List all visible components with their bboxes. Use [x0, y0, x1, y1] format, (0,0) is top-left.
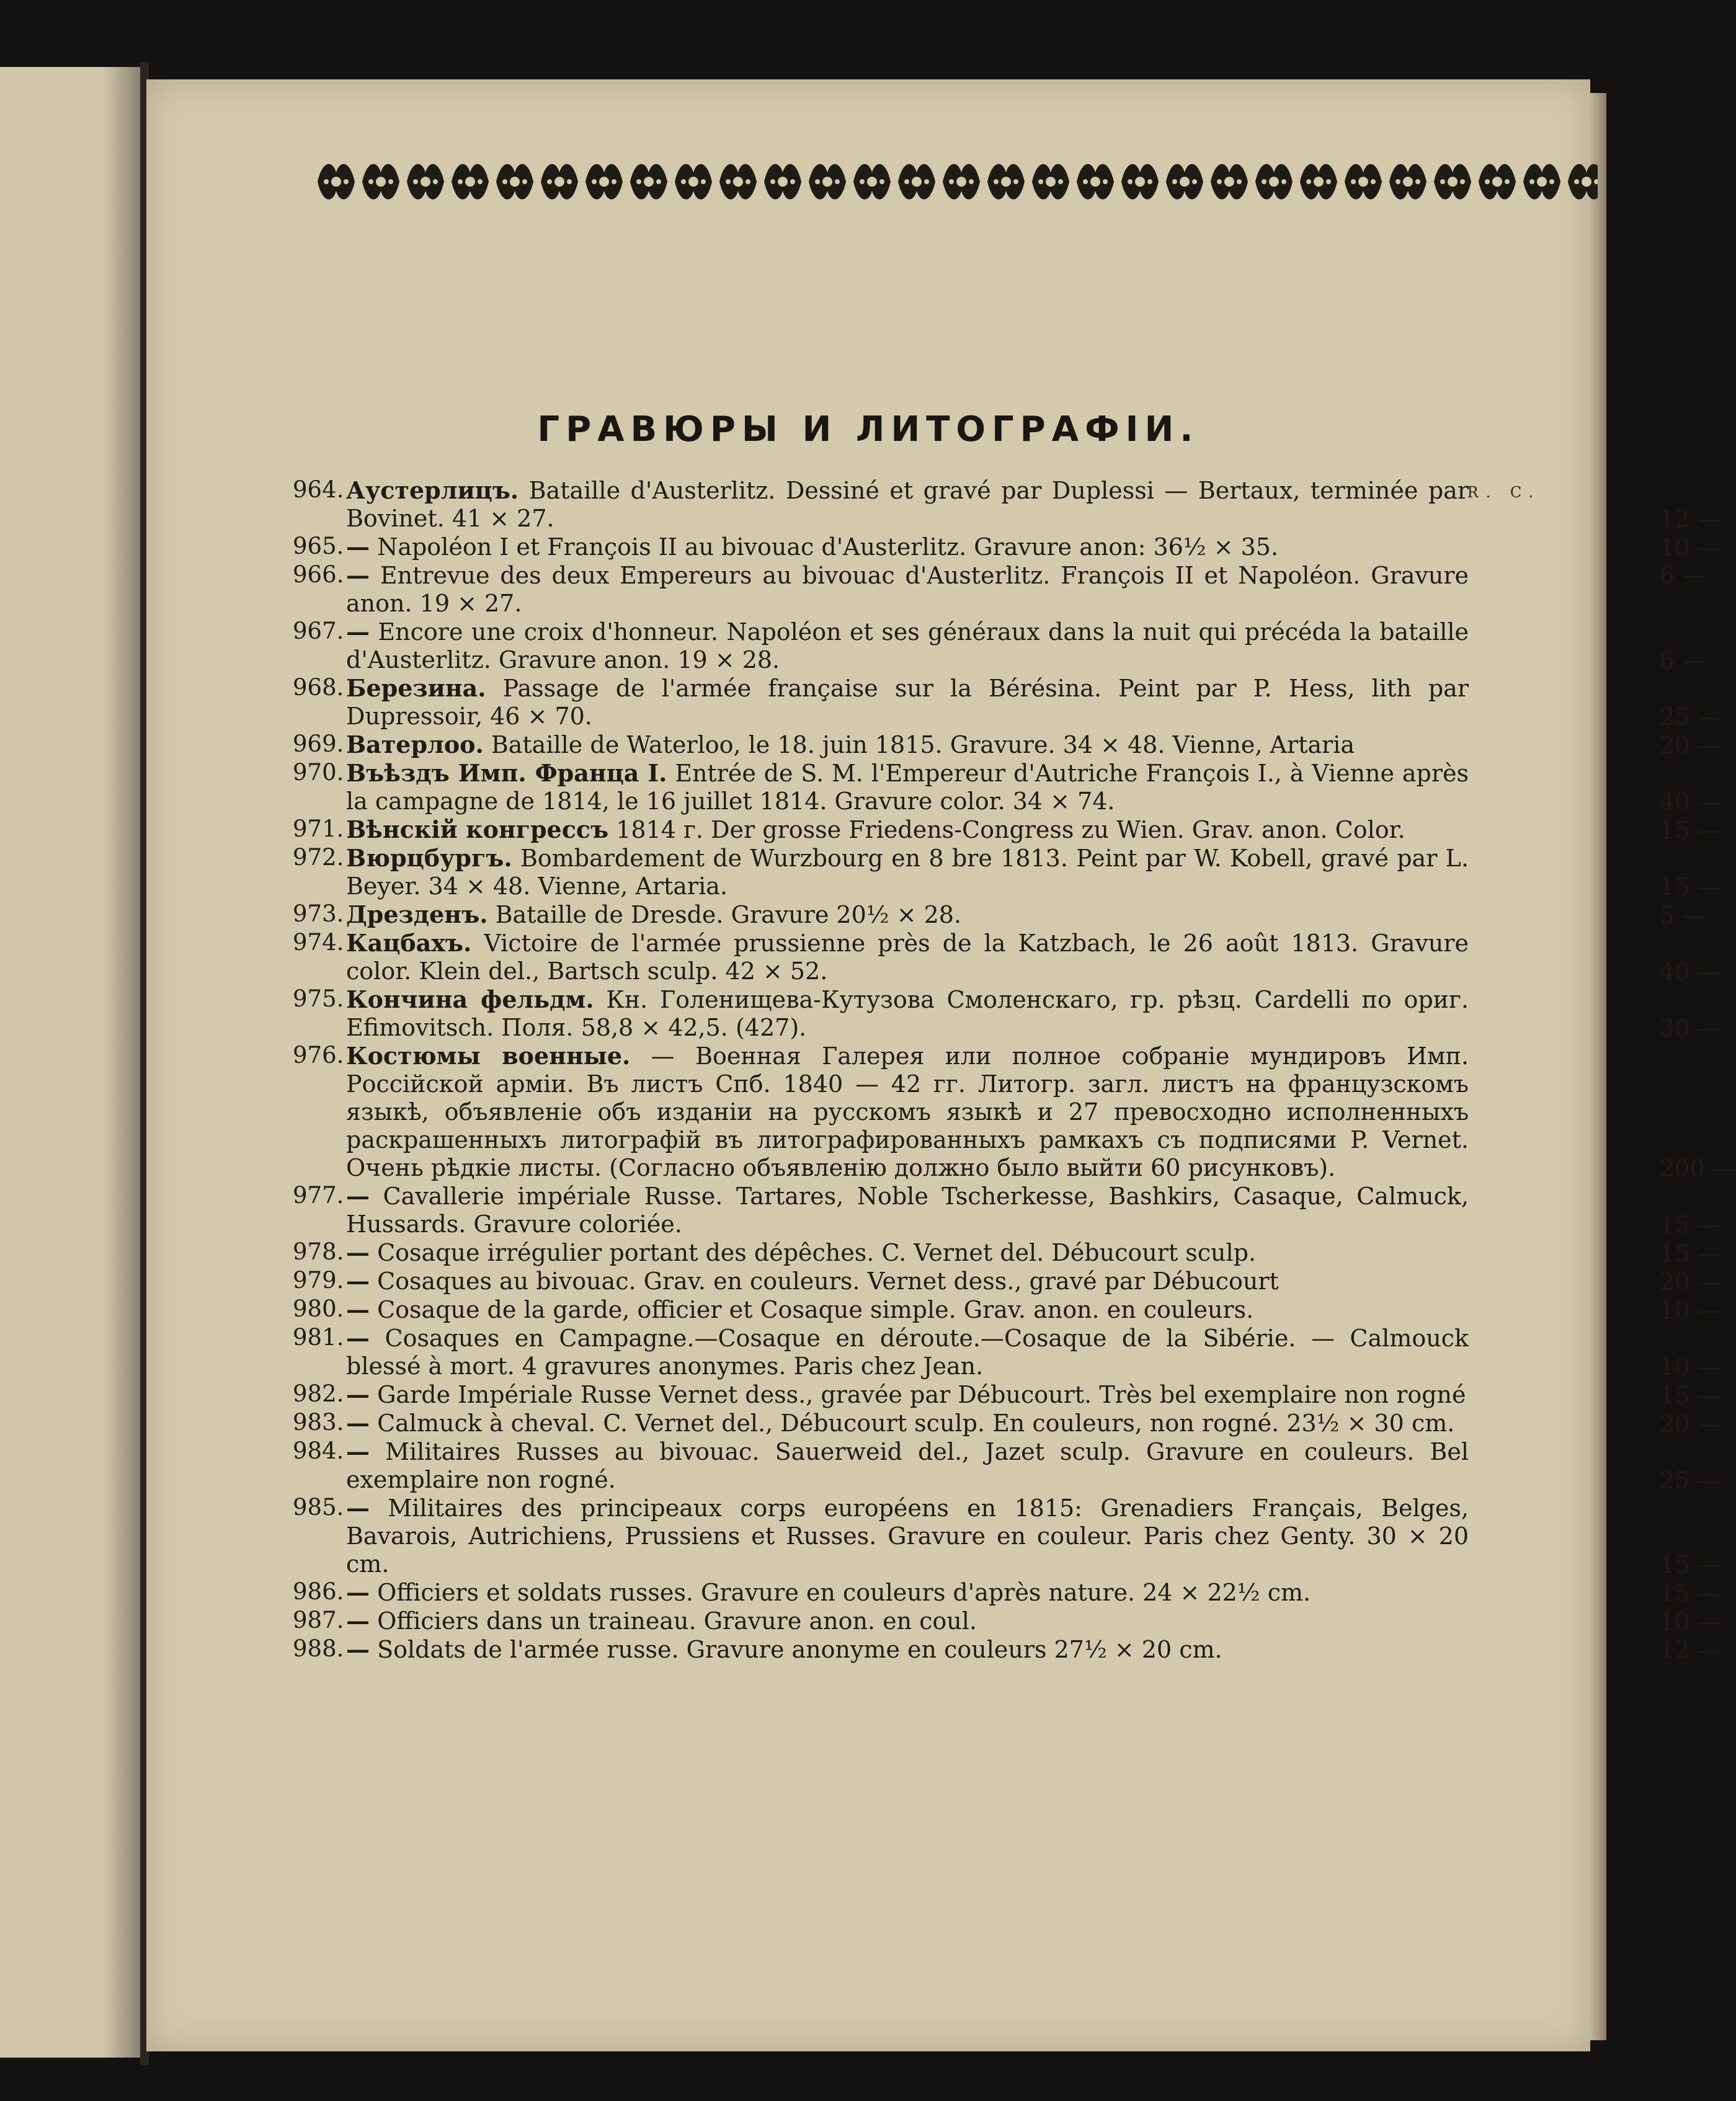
- entry-text: [346, 476, 1469, 533]
- catalog-entry: [146, 1437, 1721, 1494]
- entry-title: —: [346, 1324, 370, 1352]
- entry-description: Cosaque de la garde, officier et Cosaque simple. Grav. anon. en couleurs.: [370, 1296, 1254, 1323]
- catalog-entry: [146, 844, 1721, 900]
- entry-description: Cosaques au bivouac. Grav. en couleurs. Vernet dess., gravé par Débucourt: [370, 1268, 1279, 1295]
- entry-title: Кацбахъ.: [346, 929, 472, 957]
- entry-text: [346, 1437, 1469, 1494]
- entry-price: 6 —: [1660, 647, 1706, 674]
- entry-description: Bataille de Waterloo, le 18. juin 1815. Gravure. 34 × 48. Vienne, Artaria: [483, 731, 1355, 758]
- entry-title: Вѣнскій конгрессъ: [346, 815, 609, 843]
- entry-description: Passage de l'armée française sur la Bérésina. Peint par P. Hess, lith par Dupressoir, 46 × 70.: [346, 675, 1469, 730]
- entry-price: 15 —: [1660, 817, 1721, 844]
- catalog-entry: [146, 1182, 1721, 1238]
- entry-number: 987.: [293, 1607, 344, 1633]
- entry-text: [346, 1635, 1469, 1664]
- entry-title: —: [346, 1437, 370, 1465]
- catalog-entry: [146, 1635, 1721, 1664]
- entry-number: 980.: [293, 1295, 344, 1322]
- catalog-entry: [146, 1267, 1721, 1295]
- entry-price: 15 —: [1660, 1240, 1721, 1267]
- entry-price: 30 —: [1660, 1015, 1721, 1042]
- entry-description: Soldats de l'armée russe. Gravure anonyme en couleurs 27½ × 20 cm.: [370, 1636, 1222, 1663]
- entry-text: [346, 674, 1469, 731]
- entry-number: 979.: [293, 1267, 344, 1294]
- entry-text: [346, 1042, 1469, 1182]
- entry-description: 1814 г. Der grosse Friedens-Congress zu Wien. Grav. anon. Color.: [608, 816, 1405, 843]
- catalog-entry: [146, 1042, 1736, 1182]
- entry-description: — Военная Галерея или полное собраніе мундировъ Имп. Россійской арміи. Въ листъ Спб. 1840 — 42 гг. Литогр. загл. листъ на французскомъ языкѣ, объявленіе объ изданіи на русскомъ языкѣ и 27 превосходно исполненныхъ раскрашенныхъ литографій въ литографированныхъ рамкахъ съ подписями P. Vernet. Очень рѣдкіе листы. (Согласно объявленію должно было выйти 60 рисунковъ).: [346, 1042, 1469, 1181]
- entry-text: [346, 900, 1469, 929]
- entry-price: 15 —: [1660, 1579, 1721, 1607]
- entry-number: 983.: [293, 1409, 344, 1436]
- catalog-entry: [146, 1607, 1721, 1635]
- entry-price: 15 —: [1660, 1382, 1721, 1409]
- entry-number: 964.: [293, 476, 344, 503]
- entry-title: —: [346, 1607, 370, 1635]
- catalog-entry: [146, 1409, 1721, 1437]
- entry-text: [346, 1324, 1469, 1380]
- entry-price: 10 —: [1660, 1297, 1721, 1324]
- entry-number: 982.: [293, 1380, 344, 1407]
- entry-number: 971.: [293, 815, 344, 842]
- catalog-entry: [146, 1295, 1721, 1324]
- page-title: ГРАВЮРЫ И ЛИТОГРАФІИ.: [537, 409, 1200, 450]
- entry-description: Garde Impériale Russe Vernet dess., gravée par Débucourt. Très bel exemplaire non rogné: [370, 1381, 1466, 1408]
- entry-number: 988.: [293, 1635, 344, 1662]
- entry-number: 965.: [293, 533, 344, 559]
- entry-title: —: [346, 1295, 370, 1323]
- entry-price: 10 —: [1660, 1353, 1721, 1380]
- entry-title: —: [346, 561, 370, 589]
- entry-title: —: [346, 533, 370, 561]
- entry-title: Дрезденъ.: [346, 900, 488, 928]
- ornament-border-icon: [314, 154, 1598, 210]
- entry-description: Bombardement de Wurzbourg en 8 bre 1813. Peint par W. Kobell, gravé par L. Beyer. 34 × 48. Vienne, Artaria.: [346, 845, 1469, 900]
- catalog-entry: [146, 1380, 1721, 1409]
- entry-title: Костюмы военные.: [346, 1042, 631, 1070]
- catalog-entry: [146, 1238, 1721, 1267]
- entry-description: Victoire de l'armée prussienne près de la Katzbach, le 26 août 1813. Gravure color. Klein del., Bartsch sculp. 42 × 52.: [346, 930, 1469, 985]
- entry-description: Cosaque irrégulier portant des dépêches. C. Vernet del. Débucourt sculp.: [370, 1239, 1257, 1266]
- entry-text: [346, 618, 1469, 674]
- catalog-entry: [146, 476, 1721, 533]
- entry-title: —: [346, 1578, 370, 1606]
- entry-price: 10 —: [1660, 1608, 1721, 1635]
- entry-price: 20 —: [1660, 732, 1721, 759]
- entry-text: [346, 759, 1469, 815]
- entry-price: 5 —: [1660, 902, 1706, 929]
- entry-description: Entrevue des deux Empereurs au bivouac d'Austerlitz. François II et Napoléon. Gravure anon. 19 × 27.: [346, 562, 1469, 617]
- entry-number: 968.: [293, 674, 344, 701]
- entry-title: —: [346, 1182, 370, 1210]
- entry-text: [346, 1380, 1469, 1409]
- catalog-entry: [146, 674, 1721, 731]
- catalog-entry: [146, 929, 1721, 985]
- entry-title: Кончина фельдм.: [346, 985, 594, 1013]
- entry-title: —: [346, 1494, 370, 1522]
- entry-price: 10 —: [1660, 534, 1721, 561]
- catalog-entry: [146, 618, 1706, 674]
- catalog-page: [146, 79, 1736, 2051]
- entry-text: [346, 1409, 1469, 1437]
- entry-number: 966.: [293, 561, 344, 588]
- entry-text: [346, 1578, 1469, 1607]
- left-page: [0, 67, 141, 2058]
- page-edge: [1588, 93, 1606, 2040]
- entry-title: Ватерлоо.: [346, 731, 484, 758]
- catalog-entry: [146, 731, 1721, 759]
- entry-description: Bataille d'Austerlitz. Dessiné et gravé par Duplessi — Bertaux, terminée par Bovinet. 41 × 27.: [346, 477, 1469, 532]
- entry-number: 977.: [293, 1182, 344, 1209]
- entry-number: 984.: [293, 1437, 344, 1464]
- catalog-entry: [146, 533, 1721, 561]
- entry-title: Въѣздъ Имп. Франца I.: [346, 759, 667, 787]
- entry-text: [346, 1238, 1469, 1267]
- catalog-entry: [146, 815, 1721, 844]
- entry-price: 12 —: [1660, 1637, 1721, 1664]
- entry-title: —: [346, 1635, 370, 1663]
- entry-description: Officiers et soldats russes. Gravure en couleurs d'après nature. 24 × 22½ cm.: [370, 1579, 1311, 1606]
- entry-description: Cavallerie impériale Russe. Tartares, Noble Tscherkesse, Bashkirs, Casaque, Calmuck, Hussards. Gravure coloriée.: [346, 1183, 1469, 1238]
- entry-text: [346, 985, 1469, 1042]
- entry-price: 25 —: [1660, 703, 1721, 731]
- entry-description: Militaires des principeaux corps européens en 1815: Grenadiers Français, Belges, Bavarois, Autrichiens, Prussiens et Russes. Gravure en couleur. Paris chez Genty. 30 × 20 cm.: [346, 1495, 1469, 1578]
- entry-number: 986.: [293, 1578, 344, 1605]
- entry-number: 981.: [293, 1324, 344, 1351]
- catalog-entry: [146, 900, 1706, 929]
- entry-number: 967.: [293, 618, 344, 644]
- entry-description: Bataille de Dresde. Gravure 20½ × 28.: [487, 901, 962, 928]
- catalog-entry: [146, 985, 1721, 1042]
- entry-number: 976.: [293, 1042, 344, 1068]
- entry-price: 20 —: [1660, 1410, 1721, 1437]
- entry-description: Кн. Голенищева-Кутузова Смоленскаго, гр. рѣзц. Cardelli по ориг. Efimovitsch. Поля. 58,8 × 42,5. (427).: [346, 986, 1469, 1041]
- entry-text: [346, 1607, 1469, 1635]
- entry-number: 969.: [293, 731, 344, 757]
- entry-text: [346, 731, 1469, 759]
- entry-text: [346, 1182, 1469, 1238]
- entry-text: [346, 561, 1469, 618]
- entry-title: —: [346, 1380, 370, 1408]
- catalog-entry: [146, 1324, 1721, 1380]
- entries-list: [146, 476, 1736, 1664]
- entry-title: —: [346, 618, 370, 646]
- entry-number: 970.: [293, 759, 344, 786]
- entry-title: —: [346, 1238, 370, 1266]
- entry-text: [346, 1267, 1469, 1295]
- left-page-shadow: [103, 67, 140, 2058]
- entry-title: Вюрцбургъ.: [346, 844, 512, 872]
- entry-text: [346, 929, 1469, 985]
- entry-description: Entrée de S. M. l'Empereur d'Autriche François I., à Vienne après la campagne de 1814, le 16 juillet 1814. Gravure color. 34 × 74.: [346, 760, 1469, 815]
- entry-text: [346, 1494, 1469, 1578]
- catalog-entry: [146, 1578, 1721, 1607]
- entry-price: 200 —: [1660, 1155, 1736, 1182]
- entry-number: 978.: [293, 1238, 344, 1265]
- entry-description: Officiers dans un traineau. Gravure anon. en coul.: [370, 1607, 977, 1635]
- entry-description: Militaires Russes au bivouac. Sauerweid del., Jazet sculp. Gravure en couleurs. Bel exemplaire non rogné.: [346, 1438, 1469, 1493]
- entry-price: 15 —: [1660, 873, 1721, 900]
- catalog-entry: [146, 561, 1706, 618]
- entry-description: Calmuck à cheval. C. Vernet del., Débucourt sculp. En couleurs, non rogné. 23½ × 30 cm.: [370, 1410, 1455, 1437]
- entry-price: 25 —: [1660, 1467, 1721, 1494]
- entry-number: 975.: [293, 985, 344, 1012]
- entry-number: 973.: [293, 900, 344, 927]
- entry-number: 974.: [293, 929, 344, 956]
- entry-title: Березина.: [346, 674, 486, 702]
- entry-price: 20 —: [1660, 1268, 1721, 1295]
- entry-number: 985.: [293, 1494, 344, 1521]
- entry-description: Napoléon I et François II au bivouac d'Austerlitz. Gravure anon: 36½ × 35.: [370, 533, 1279, 561]
- price-column-header: R. C.: [1467, 484, 1541, 501]
- catalog-entry: [146, 1494, 1721, 1578]
- entry-price: 6 —: [1660, 561, 1706, 589]
- entry-price: 15 —: [1660, 1551, 1721, 1578]
- entry-title: Аустерлицъ.: [346, 476, 519, 504]
- entry-price: 12 —: [1660, 505, 1721, 533]
- entry-text: [346, 533, 1469, 561]
- catalog-entry: [146, 759, 1721, 815]
- entry-text: [346, 844, 1469, 900]
- entry-description: Encore une croix d'honneur. Napoléon et ses généraux dans la nuit qui précéda la bataille d'Austerlitz. Gravure anon. 19 × 28.: [346, 618, 1469, 673]
- entry-text: [346, 815, 1469, 844]
- entry-price: 40 —: [1660, 958, 1721, 985]
- entry-description: Cosaques en Campagne.—Cosaque en déroute.—Cosaque de la Sibérie. — Calmouck blessé à mort. 4 gravures anonymes. Paris chez Jean.: [346, 1325, 1469, 1380]
- entry-title: —: [346, 1267, 370, 1295]
- entry-title: —: [346, 1409, 370, 1437]
- entry-price: 40 —: [1660, 788, 1721, 815]
- entry-text: [346, 1295, 1469, 1324]
- entry-price: 15 —: [1660, 1211, 1721, 1238]
- entry-number: 972.: [293, 844, 344, 871]
